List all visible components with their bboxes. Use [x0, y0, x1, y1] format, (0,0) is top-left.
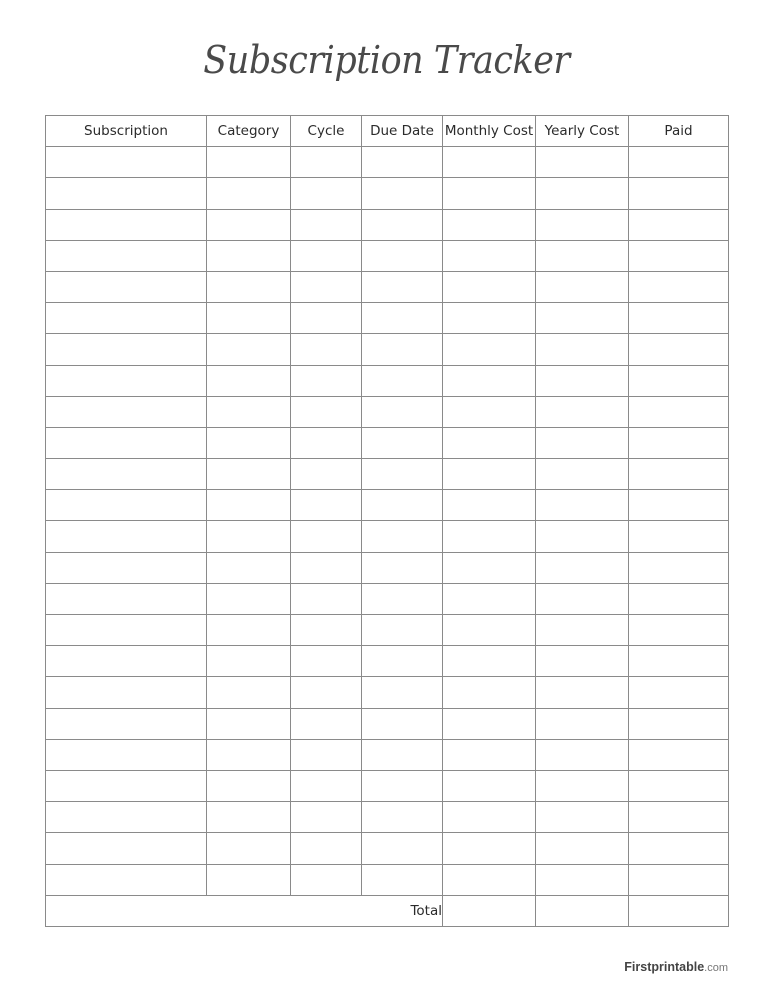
- cycle-cell[interactable]: [291, 708, 362, 739]
- category-cell[interactable]: [207, 303, 291, 334]
- due-date-cell[interactable]: [362, 365, 443, 396]
- column-header-monthly-cost: Monthly Cost: [443, 116, 536, 147]
- category-cell[interactable]: [207, 708, 291, 739]
- subscription-cell[interactable]: [46, 583, 207, 614]
- cycle-cell[interactable]: [291, 147, 362, 178]
- column-header-category: Category: [207, 116, 291, 147]
- paid-cell[interactable]: [629, 271, 729, 302]
- total-label: Total: [46, 895, 443, 926]
- paid-cell[interactable]: [629, 396, 729, 427]
- subscription-cell[interactable]: [46, 677, 207, 708]
- due-date-cell[interactable]: [362, 677, 443, 708]
- yearly-cost-cell[interactable]: [536, 677, 629, 708]
- yearly-cost-cell[interactable]: [536, 365, 629, 396]
- cycle-cell[interactable]: [291, 677, 362, 708]
- cycle-cell[interactable]: [291, 396, 362, 427]
- category-cell[interactable]: [207, 209, 291, 240]
- yearly-cost-cell[interactable]: [536, 334, 629, 365]
- subscription-cell[interactable]: [46, 770, 207, 801]
- cycle-cell[interactable]: [291, 864, 362, 895]
- table-row: [46, 802, 729, 833]
- yearly-cost-cell[interactable]: [536, 646, 629, 677]
- category-cell[interactable]: [207, 864, 291, 895]
- subscription-cell[interactable]: [46, 708, 207, 739]
- due-date-cell[interactable]: [362, 864, 443, 895]
- category-cell[interactable]: [207, 147, 291, 178]
- yearly-cost-cell[interactable]: [536, 552, 629, 583]
- table-header-row: [46, 116, 729, 147]
- due-date-cell[interactable]: [362, 833, 443, 864]
- subscription-cell[interactable]: [46, 147, 207, 178]
- paid-cell[interactable]: [629, 864, 729, 895]
- paid-cell[interactable]: [629, 646, 729, 677]
- due-date-cell[interactable]: [362, 303, 443, 334]
- subscription-cell[interactable]: [46, 178, 207, 209]
- total-paid-cell[interactable]: [629, 895, 729, 926]
- monthly-cost-cell[interactable]: [443, 739, 536, 770]
- due-date-cell[interactable]: [362, 739, 443, 770]
- table-body: [46, 147, 729, 896]
- monthly-cost-cell[interactable]: [443, 864, 536, 895]
- category-cell[interactable]: [207, 802, 291, 833]
- paid-cell[interactable]: [629, 240, 729, 271]
- subscription-cell[interactable]: [46, 303, 207, 334]
- cycle-cell[interactable]: [291, 521, 362, 552]
- cycle-cell[interactable]: [291, 427, 362, 458]
- subscription-cell[interactable]: [46, 240, 207, 271]
- subscription-cell[interactable]: [46, 209, 207, 240]
- due-date-cell[interactable]: [362, 615, 443, 646]
- cycle-cell[interactable]: [291, 209, 362, 240]
- paid-cell[interactable]: [629, 147, 729, 178]
- category-cell[interactable]: [207, 615, 291, 646]
- cycle-cell[interactable]: [291, 334, 362, 365]
- category-cell[interactable]: [207, 459, 291, 490]
- monthly-cost-cell[interactable]: [443, 833, 536, 864]
- category-cell[interactable]: [207, 240, 291, 271]
- paid-cell[interactable]: [629, 303, 729, 334]
- monthly-cost-cell[interactable]: [443, 615, 536, 646]
- monthly-cost-cell[interactable]: [443, 303, 536, 334]
- yearly-cost-cell[interactable]: [536, 427, 629, 458]
- monthly-cost-cell[interactable]: [443, 178, 536, 209]
- monthly-cost-cell[interactable]: [443, 427, 536, 458]
- paid-cell[interactable]: [629, 802, 729, 833]
- category-cell[interactable]: [207, 271, 291, 302]
- paid-cell[interactable]: [629, 334, 729, 365]
- due-date-cell[interactable]: [362, 646, 443, 677]
- paid-cell[interactable]: [629, 178, 729, 209]
- paid-cell[interactable]: [629, 521, 729, 552]
- yearly-cost-cell[interactable]: [536, 459, 629, 490]
- subscription-table: [45, 115, 729, 927]
- subscription-cell[interactable]: [46, 459, 207, 490]
- table-row: [46, 209, 729, 240]
- category-cell[interactable]: [207, 770, 291, 801]
- paid-cell[interactable]: [629, 708, 729, 739]
- yearly-cost-cell[interactable]: [536, 708, 629, 739]
- yearly-cost-cell[interactable]: [536, 583, 629, 614]
- due-date-cell[interactable]: [362, 802, 443, 833]
- monthly-cost-cell[interactable]: [443, 677, 536, 708]
- cycle-cell[interactable]: [291, 615, 362, 646]
- monthly-cost-cell[interactable]: [443, 802, 536, 833]
- table-row: [46, 739, 729, 770]
- table-row: [46, 303, 729, 334]
- table-row: [46, 677, 729, 708]
- subscription-cell[interactable]: [46, 739, 207, 770]
- monthly-cost-cell[interactable]: [443, 209, 536, 240]
- table-row: [46, 365, 729, 396]
- due-date-cell[interactable]: [362, 271, 443, 302]
- category-cell[interactable]: [207, 178, 291, 209]
- table-row: [46, 615, 729, 646]
- cycle-cell[interactable]: [291, 365, 362, 396]
- cycle-cell[interactable]: [291, 240, 362, 271]
- cycle-cell[interactable]: [291, 271, 362, 302]
- paid-cell[interactable]: [629, 427, 729, 458]
- page-title: Subscription Tracker: [203, 38, 570, 82]
- paid-cell[interactable]: [629, 770, 729, 801]
- footer-brand: [624, 960, 728, 974]
- category-cell[interactable]: [207, 365, 291, 396]
- paid-cell[interactable]: [629, 459, 729, 490]
- paid-cell[interactable]: [629, 552, 729, 583]
- due-date-cell[interactable]: [362, 209, 443, 240]
- total-row: [46, 895, 729, 926]
- cycle-cell[interactable]: [291, 646, 362, 677]
- yearly-cost-cell[interactable]: [536, 209, 629, 240]
- table-row: [46, 583, 729, 614]
- yearly-cost-cell[interactable]: [536, 271, 629, 302]
- subscription-cell[interactable]: [46, 490, 207, 521]
- column-header-subscription: Subscription: [46, 116, 207, 147]
- table-row: [46, 147, 729, 178]
- monthly-cost-cell[interactable]: [443, 459, 536, 490]
- cycle-cell[interactable]: [291, 583, 362, 614]
- column-header-paid: Paid: [629, 116, 729, 147]
- monthly-cost-cell[interactable]: [443, 147, 536, 178]
- table-row: [46, 240, 729, 271]
- due-date-cell[interactable]: [362, 396, 443, 427]
- cycle-cell[interactable]: [291, 739, 362, 770]
- subscription-cell[interactable]: [46, 552, 207, 583]
- yearly-cost-cell[interactable]: [536, 240, 629, 271]
- total-monthly-cost-cell[interactable]: [443, 895, 536, 926]
- due-date-cell[interactable]: [362, 490, 443, 521]
- due-date-cell[interactable]: [362, 240, 443, 271]
- monthly-cost-cell[interactable]: [443, 490, 536, 521]
- paid-cell[interactable]: [629, 833, 729, 864]
- due-date-cell[interactable]: [362, 770, 443, 801]
- due-date-cell[interactable]: [362, 334, 443, 365]
- category-cell[interactable]: [207, 552, 291, 583]
- table-row: [46, 427, 729, 458]
- yearly-cost-cell[interactable]: [536, 770, 629, 801]
- table-row: [46, 646, 729, 677]
- table-row: [46, 833, 729, 864]
- monthly-cost-cell[interactable]: [443, 334, 536, 365]
- subscription-cell[interactable]: [46, 864, 207, 895]
- due-date-cell[interactable]: [362, 583, 443, 614]
- cycle-cell[interactable]: [291, 178, 362, 209]
- subscription-cell[interactable]: [46, 396, 207, 427]
- monthly-cost-cell[interactable]: [443, 271, 536, 302]
- due-date-cell[interactable]: [362, 427, 443, 458]
- table-row: [46, 396, 729, 427]
- cycle-cell[interactable]: [291, 552, 362, 583]
- subscription-cell[interactable]: [46, 365, 207, 396]
- paid-cell[interactable]: [629, 365, 729, 396]
- due-date-cell[interactable]: [362, 459, 443, 490]
- due-date-cell[interactable]: [362, 178, 443, 209]
- table-row: [46, 521, 729, 552]
- due-date-cell[interactable]: [362, 708, 443, 739]
- yearly-cost-cell[interactable]: [536, 178, 629, 209]
- paid-cell[interactable]: [629, 739, 729, 770]
- monthly-cost-cell[interactable]: [443, 240, 536, 271]
- monthly-cost-cell[interactable]: [443, 583, 536, 614]
- footer-brand-tld: .com: [704, 962, 728, 974]
- category-cell[interactable]: [207, 833, 291, 864]
- subscription-cell[interactable]: [46, 802, 207, 833]
- cycle-cell[interactable]: [291, 459, 362, 490]
- yearly-cost-cell[interactable]: [536, 615, 629, 646]
- table-row: [46, 459, 729, 490]
- table-row: [46, 770, 729, 801]
- column-header-yearly-cost: Yearly Cost: [536, 116, 629, 147]
- subscription-cell[interactable]: [46, 646, 207, 677]
- paid-cell[interactable]: [629, 209, 729, 240]
- table-row: [46, 271, 729, 302]
- table-row: [46, 490, 729, 521]
- category-cell[interactable]: [207, 396, 291, 427]
- cycle-cell[interactable]: [291, 303, 362, 334]
- paid-cell[interactable]: [629, 615, 729, 646]
- total-yearly-cost-cell[interactable]: [536, 895, 629, 926]
- footer-brand-name: Firstprintable: [624, 960, 705, 974]
- subscription-cell[interactable]: [46, 427, 207, 458]
- yearly-cost-cell[interactable]: [536, 864, 629, 895]
- yearly-cost-cell[interactable]: [536, 833, 629, 864]
- table-row: [46, 864, 729, 895]
- category-cell[interactable]: [207, 334, 291, 365]
- table-row: [46, 708, 729, 739]
- category-cell[interactable]: [207, 490, 291, 521]
- monthly-cost-cell[interactable]: [443, 552, 536, 583]
- subscription-cell[interactable]: [46, 833, 207, 864]
- cycle-cell[interactable]: [291, 490, 362, 521]
- monthly-cost-cell[interactable]: [443, 365, 536, 396]
- yearly-cost-cell[interactable]: [536, 303, 629, 334]
- due-date-cell[interactable]: [362, 521, 443, 552]
- category-cell[interactable]: [207, 677, 291, 708]
- column-header-cycle: Cycle: [291, 116, 362, 147]
- cycle-cell[interactable]: [291, 770, 362, 801]
- column-header-due-date: Due Date: [362, 116, 443, 147]
- yearly-cost-cell[interactable]: [536, 147, 629, 178]
- monthly-cost-cell[interactable]: [443, 396, 536, 427]
- paid-cell[interactable]: [629, 490, 729, 521]
- table-row: [46, 552, 729, 583]
- cycle-cell[interactable]: [291, 833, 362, 864]
- subscription-cell[interactable]: [46, 521, 207, 552]
- yearly-cost-cell[interactable]: [536, 802, 629, 833]
- category-cell[interactable]: [207, 583, 291, 614]
- table-row: [46, 178, 729, 209]
- paid-cell[interactable]: [629, 583, 729, 614]
- yearly-cost-cell[interactable]: [536, 739, 629, 770]
- category-cell[interactable]: [207, 521, 291, 552]
- monthly-cost-cell[interactable]: [443, 708, 536, 739]
- subscription-cell[interactable]: [46, 271, 207, 302]
- category-cell[interactable]: [207, 646, 291, 677]
- table-row: [46, 334, 729, 365]
- monthly-cost-cell[interactable]: [443, 770, 536, 801]
- paid-cell[interactable]: [629, 677, 729, 708]
- due-date-cell[interactable]: [362, 552, 443, 583]
- yearly-cost-cell[interactable]: [536, 521, 629, 552]
- cycle-cell[interactable]: [291, 802, 362, 833]
- monthly-cost-cell[interactable]: [443, 521, 536, 552]
- due-date-cell[interactable]: [362, 147, 443, 178]
- yearly-cost-cell[interactable]: [536, 396, 629, 427]
- yearly-cost-cell[interactable]: [536, 490, 629, 521]
- subscription-cell[interactable]: [46, 615, 207, 646]
- monthly-cost-cell[interactable]: [443, 646, 536, 677]
- category-cell[interactable]: [207, 427, 291, 458]
- subscription-cell[interactable]: [46, 334, 207, 365]
- category-cell[interactable]: [207, 739, 291, 770]
